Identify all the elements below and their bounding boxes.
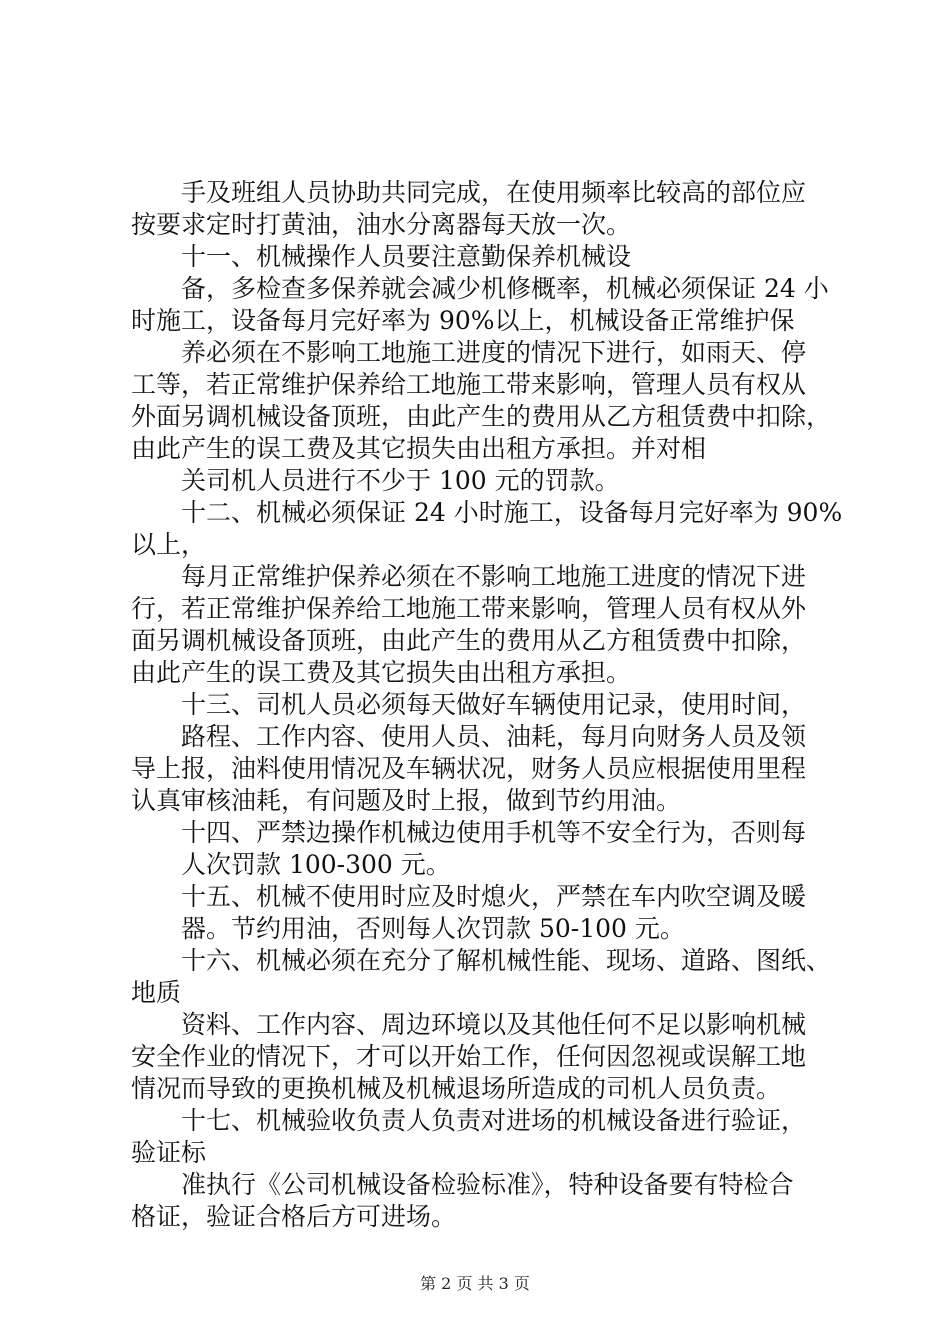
text-line: 按要求定时打黄油，油水分离器每天放一次。 [131,210,632,239]
text-line: 器。节约用油，否则每人次罚款 50-100 元。 [181,914,685,943]
page-number-footer: 第 2 页 共 3 页 [420,1274,530,1293]
text-line: 十一、机械操作人员要注意勤保养机械设 [181,242,632,271]
text-line: 十四、严禁边操作机械边使用手机等不安全行为，否则每 [181,818,807,847]
text-line: 地质 [131,978,182,1007]
text-line: 十六、机械必须在充分了解机械性能、现场、道路、图纸、 [181,946,832,975]
text-line: 每月正常维护保养必须在不影响工地施工进度的情况下进 [181,562,807,591]
text-line: 养必须在不影响工地施工进度的情况下进行，如雨天、停 [181,338,807,367]
text-line: 安全作业的情况下，才可以开始工作，任何因忽视或误解工地 [131,1042,807,1071]
text-line: 认真审核油耗，有问题及时上报，做到节约用油。 [131,786,682,815]
text-line: 备，多检查多保养就会减少机修概率，机械必须保证 24 小 [181,274,829,303]
text-line: 外面另调机械设备顶班，由此产生的费用从乙方租赁费中扣除， [131,402,832,431]
text-line: 工等，若正常维护保养给工地施工带来影响，管理人员有权从 [131,370,807,399]
text-line: 十三、司机人员必须每天做好车辆使用记录，使用时间， [181,690,807,719]
text-line: 十五、机械不使用时应及时熄火，严禁在车内吹空调及暖 [181,882,807,911]
text-line: 面另调机械设备顶班，由此产生的费用从乙方租赁费中扣除， [131,626,807,655]
text-line: 十七、机械验收负责人负责对进场的机械设备进行验证， [181,1106,807,1135]
text-line: 格证，验证合格后方可进场。 [131,1202,457,1231]
text-line: 验证标 [131,1138,207,1167]
text-line: 路程、工作内容、使用人员、油耗，每月向财务人员及领 [181,722,807,751]
text-line: 手及班组人员协助共同完成，在使用频率比较高的部位应 [181,178,807,207]
text-line: 资料、工作内容、周边环境以及其他任何不足以影响机械 [181,1010,807,1039]
text-line: 人次罚款 100-300 元。 [181,850,451,879]
text-line: 十二、机械必须保证 24 小时施工，设备每月完好率为 90% [181,498,843,527]
text-line: 导上报，油料使用情况及车辆状况，财务人员应根据使用里程 [131,754,807,783]
text-line: 时施工，设备每月完好率为 90%以上，机械设备正常维护保 [131,306,795,335]
text-line: 情况而导致的更换机械及机械退场所造成的司机人员负责。 [131,1074,782,1103]
text-line: 以上， [131,530,207,559]
text-line: 由此产生的误工费及其它损失由出租方承担。 [131,658,632,687]
text-line: 准执行《公司机械设备检验标准》，特种设备要有特检合 [181,1170,794,1199]
text-line: 由此产生的误工费及其它损失由出租方承担。并对相 [131,434,707,463]
text-line: 行，若正常维护保养给工地施工带来影响，管理人员有权从外 [131,594,807,623]
text-line: 关司机人员进行不少于 100 元的罚款。 [181,466,620,495]
